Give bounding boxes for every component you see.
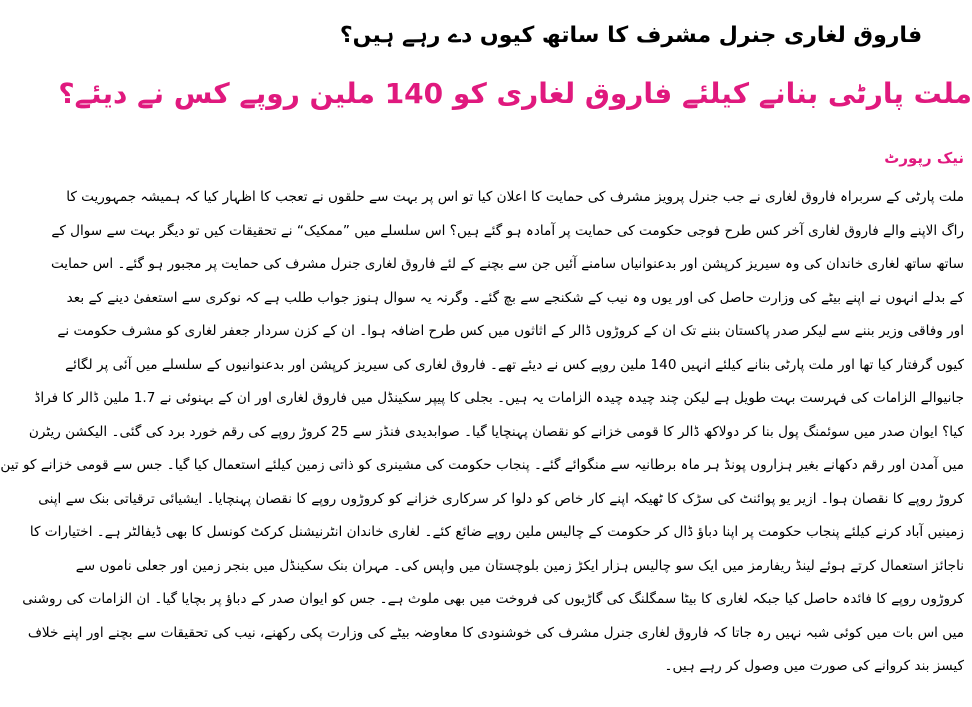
article-line: کیوں گرفتار کیا تھا اور ملت پارٹی بنانے کیلئے انہیں 140 ملین روپے کس نے دیئے تھے۔ فاروق لغاری کی سیریز کرپشن اور بدعنوانیوں کے سلسلے میں آئی پر لگائے — [65, 356, 964, 373]
article-body — [0, 181, 964, 684]
article-line: کیا؟ ایوان صدر میں سوئمنگ پول بنا کر دولاکھ ڈالر کا قومی خزانے کو نقصان پہنچایا گیا۔ صوابدیدی فنڈز سے 25 کروڑ روپے کی رقم خورد برد کی گئی۔ الیکشن ریٹرن — [28, 423, 964, 440]
article-line: ملت پارٹی کے سربراہ فاروق لغاری نے جب جنرل پرویز مشرف کی حمایت کا اعلان کیا تو اس پر بہت سے حلقوں نے تعجب کا اظہار کیا کہ ہمیشہ جمہوریت کا — [66, 189, 964, 205]
article-line: جانیوالے الزامات کی فہرست بہت طویل ہے لیکن چند چیدہ چیدہ الزامات یہ ہیں۔ بجلی کا پیپر سکینڈل میں فاروق لغاری اور ان کے بہنوئی نے 1.7 ملین ڈالر کا فراڈ — [34, 390, 964, 406]
article-line: میں اس بات میں کوئی شبہ نہیں رہ جاتا کہ فاروق لغاری جنرل مشرف کی خوشنودی کا معاوضہ بیٹے کی وزارت پکی رکھنے، نیب کی تحقیقات سے بچنے اور اپنے خلاف — [27, 624, 964, 641]
article-line: کے بدلے انہوں نے اپنے بیٹے کی وزارت حاصل کی اور یوں وہ نیب کے شکنجے سے بچ گئے۔ وگرنہ یہ سوال ہنوز جواب طلب ہے کہ نوکری سے استعفیٰ دینے کے بعد — [66, 289, 964, 306]
article-line: کیسز بند کروانے کی صورت میں وصول کر رہے ہیں۔ — [664, 658, 964, 674]
article-line: کروڑوں روپے کا فائدہ حاصل کیا جبکہ لغاری کا بیٹا سمگلنگ کی گاڑیوں کی فروخت میں بھی ملوث ہے۔ جس کو ایوان صدر کے دباؤ پر بچایا گیا۔ ان الزامات کی روشنی — [22, 591, 964, 607]
article-headline: فاروق لغاری جنرل مشرف کا ساتھ کیوں دے رہے ہیں؟ — [339, 23, 923, 48]
article-line: راگ الاپنے والے فاروق لغاری آخر کس طرح فوجی حکومت کی حمایت پر آمادہ ہو گئے ہیں؟ اس سلسلے میں ”ممکیک“ نے تحقیقات کیں تو دیگر بہت سے سوال کے — [51, 222, 964, 239]
article-line: زمینیں آباد کرنے کیلئے پنجاب حکومت پر اپنا دباؤ ڈال کر حکومت کے چالیس ملین روپے ضائع کئے۔ لغاری خاندان انٹرنیشنل کرکٹ کونسل کا بھی ڈیفالٹر ہے۔ اختیارات کا — [29, 524, 964, 540]
article-line: کروڑ روپے کا نقصان ہوا۔ ازیر یو پوائنٹ کی سڑک کا ٹھیکہ اپنے کار خاص کو دلوا کر سرکاری خزانے کو کروڑوں روپے کا نقصان پہنچایا۔ ایشیائی ترقیاتی بنک سے اپنی — [38, 490, 964, 507]
article-line: میں آمدن اور رقم دکھانے بغیر ہزاروں پونڈ ہر ماہ برطانیہ سے منگوائے گئے۔ پنجاب حکومت کی مشینری کو ذاتی زمین کیلئے استعمال کیا گیا۔ جس سے قومی خزانے کو تین — [0, 457, 964, 473]
article-line: ساتھ ساتھ لغاری خاندان کی وہ سیریز کرپشن اور بدعنوانیاں سامنے آئیں جن سے بچنے کے لئے فاروق لغاری جنرل مشرف کی حمایت پر مجبور ہو گئے۔ اس حمایت — [50, 256, 964, 272]
article-line: اور وفاقی وزیر بننے سے لیکر صدر پاکستان بننے تک ان کے کروڑوں ڈالر کے اثاثوں میں کس طرح اضافہ ہوا۔ ان کے کزن سردار جعفر لغاری کو مشرف حکومت نے — [57, 323, 964, 339]
article-line: ناجائز استعمال کرتے ہوئے لینڈ ریفارمز میں ایک سو چالیس ہزار ایکڑ زمین بلوچستان میں واپس کی۔ مہران بنک سکینڈل میں بنجر زمین اور جعلی ناموں سے — [75, 557, 964, 574]
article-subheadline: ملت پارٹی بنانے کیلئے فاروق لغاری کو 140 ملین روپے کس نے دیئے؟ — [58, 77, 972, 110]
article-byline: نیک رپورٹ — [884, 149, 964, 167]
